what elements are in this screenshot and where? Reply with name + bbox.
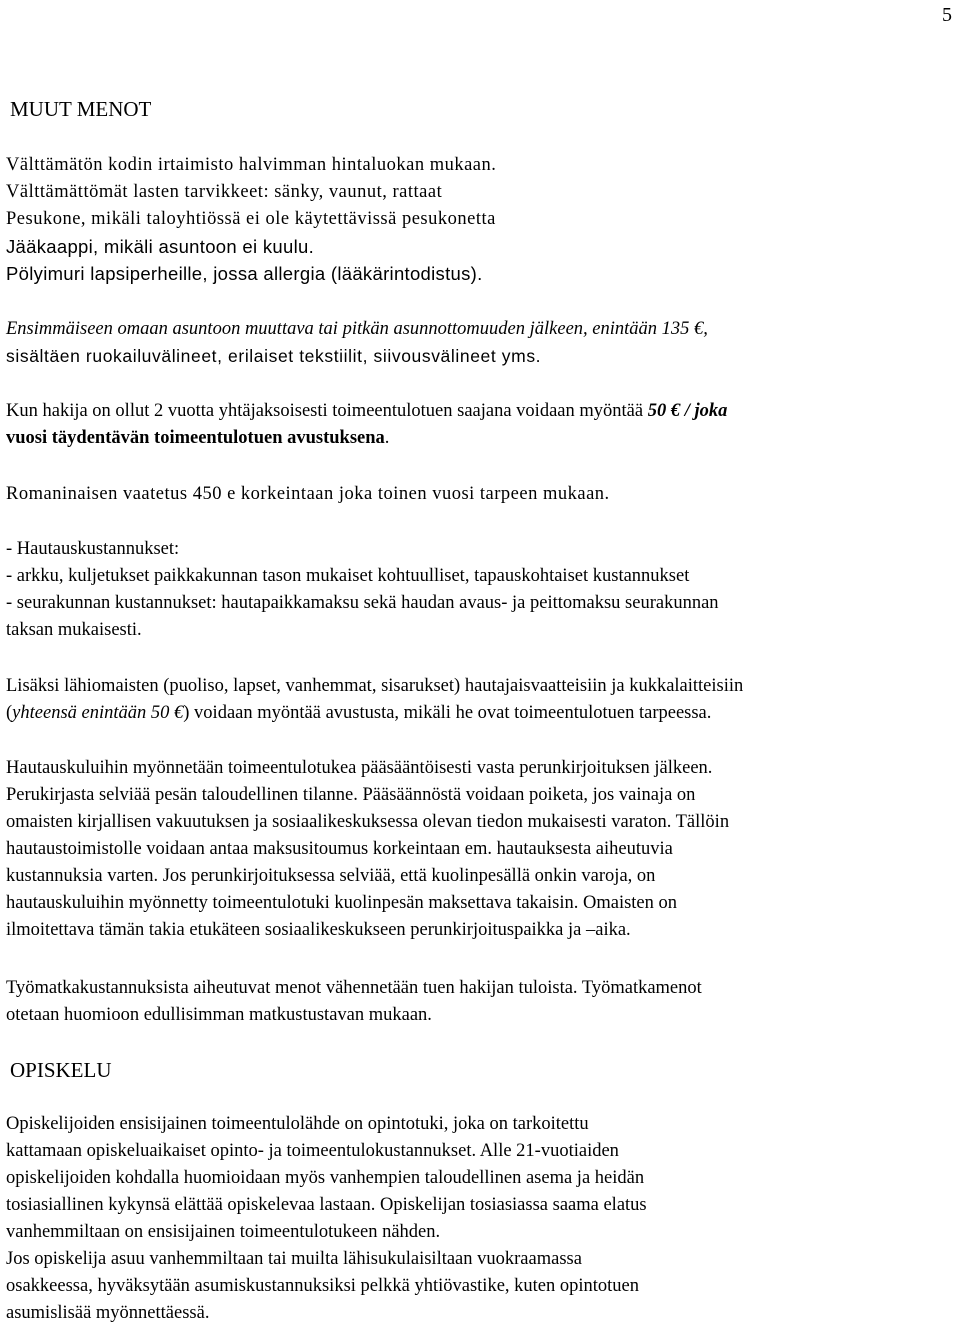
study-line: osakkeessa, hyväksytään asumiskustannuksiksi pelkkä yhtiövastike, kuten opintotuen: [6, 1276, 640, 1296]
estate-line: ilmoitettava tämän takia etukäteen sosiaalikeskukseen perunkirjoituspaikka ja –aika.: [6, 920, 631, 940]
estate-inventory-paragraph: [6, 755, 946, 944]
study-line: asumislisää myönnettäessä.: [6, 1303, 210, 1323]
estate-line: hautaustoimistolle voidaan antaa maksusitoumus korkeintaan em. hautauksesta aiheutuvia: [6, 839, 673, 859]
commute-costs-paragraph: [6, 975, 946, 1029]
funeral-cost-line: - seurakunnan kustannukset: hautapaikkamaksu sekä haudan avaus- ja peittomaksu seurakunnan: [6, 593, 719, 613]
first-home-limit-text: Ensimmäiseen omaan asuntoon muuttava tai pitkän asunnottomuuden jälkeen, enintään 135 €,: [6, 319, 708, 339]
annual-allowance-amount: 50 € / joka: [647, 401, 728, 421]
annual-allowance-paragraph: [6, 398, 946, 452]
study-line: kattamaan opiskeluaikaiset opinto- ja toimeentulokustannukset. Alle 21-vuotiaiden: [6, 1141, 619, 1161]
relatives-limit-text: yhteensä enintään 50 €: [12, 703, 184, 723]
relatives-clothing-line-end: ) voidaan myöntää avustusta, mikäli he ovat toimeentulotuen tarpeessa.: [183, 703, 712, 723]
funeral-cost-line: taksan mukaisesti.: [6, 620, 142, 640]
estate-line: omaisten kirjallisen vakuutuksen ja sosiaalikeskuksessa olevan tiedon mukaisesti varaton. Tällöin: [6, 812, 730, 832]
study-line: Opiskelijoiden ensisijainen toimeentulolähde on opintotuki, joka on tarkoitettu: [6, 1114, 589, 1134]
list-item: Jääkaappi, mikäli asuntoon ei kuulu.: [6, 236, 315, 257]
relatives-clothing-line: Lisäksi lähiomaisten (puoliso, lapset, vanhemmat, sisarukset) hautajaisvaatteisiin ja kukkalaitteisiin: [6, 676, 744, 696]
study-line: opiskelijoiden kohdalla huomioidaan myös vanhempien taloudellinen asema ja heidän: [6, 1168, 645, 1188]
annual-allowance-emphasis: vuosi täydentävän toimeentulotuen avustuksena: [6, 428, 385, 448]
commute-line: otetaan huomioon edullisimman matkustustavan mukaan.: [6, 1005, 432, 1025]
annual-allowance-period: .: [384, 428, 390, 448]
relatives-paren-open: (: [6, 703, 13, 723]
first-home-items-text: sisältäen ruokailuvälineet, erilaiset tekstiilit, siivousvälineet yms.: [6, 346, 542, 366]
estate-line: kustannuksia varten. Jos perunkirjoituksessa selviää, että kuolinpesällä onkin varoja, on: [6, 866, 656, 886]
romani-clothing-text: Romaninaisen vaatetus 450 e korkeintaan joka toinen vuosi tarpeen mukaan.: [6, 484, 610, 504]
romani-clothing-paragraph: [6, 481, 946, 508]
section-heading-opiskelu: OPISKELU: [10, 1058, 112, 1082]
list-item: Pölyimuri lapsiperheille, jossa allergia (lääkärintodistus).: [6, 263, 483, 284]
commute-line: Työmatkakustannuksista aiheutuvat menot vähennetään tuen hakijan tuloista. Työmatkamenot: [6, 978, 702, 998]
list-item: Välttämätön kodin irtaimisto halvimman hintaluokan mukaan.: [6, 155, 497, 175]
list-item: Pesukone, mikäli taloyhtiössä ei ole käytettävissä pesukonetta: [6, 209, 496, 229]
essential-items-list: [6, 152, 946, 287]
study-line: vanhemmiltaan on ensisijainen toimeentulotukeen nähden.: [6, 1222, 441, 1242]
list-item: Välttämättömät lasten tarvikkeet: sänky, vaunut, rattaat: [6, 182, 443, 202]
funeral-cost-line: - arkku, kuljetukset paikkakunnan tason mukaiset kohtuulliset, tapauskohtaiset kustannukset: [6, 566, 690, 586]
study-line: Jos opiskelija asuu vanhemmiltaan tai muilta lähisukulaisiltaan vuokraamassa: [6, 1249, 582, 1269]
section-heading-muut-menot: MUUT MENOT: [10, 97, 152, 121]
funeral-cost-line: - Hautauskustannukset:: [6, 539, 180, 559]
estate-line: Hautauskuluihin myönnetään toimeentulotukea pääsääntöisesti vasta perunkirjoituksen jälkeen.: [6, 758, 713, 778]
estate-line: hautauskuluihin myönnetty toimeentulotuki kuolinpesän maksettava takaisin. Omaisten on: [6, 893, 678, 913]
first-home-paragraph: [6, 316, 946, 370]
estate-line: Perukirjasta selviää pesän taloudellinen tilanne. Pääsäännöstä voidaan poiketa, jos vainaja on: [6, 785, 696, 805]
page-number: 5: [942, 4, 952, 26]
relatives-clothing-paragraph: [6, 673, 946, 727]
funeral-costs-paragraph: [6, 536, 946, 644]
study-paragraph: [6, 1111, 946, 1327]
study-line: tosiasiallinen kykynsä elättää opiskelevaa lastaan. Opiskelijan tosiasiassa saama elatus: [6, 1195, 647, 1215]
annual-allowance-text: Kun hakija on ollut 2 vuotta yhtäjaksoisesti toimeentulotuen saajana voidaan myöntää: [6, 401, 648, 421]
